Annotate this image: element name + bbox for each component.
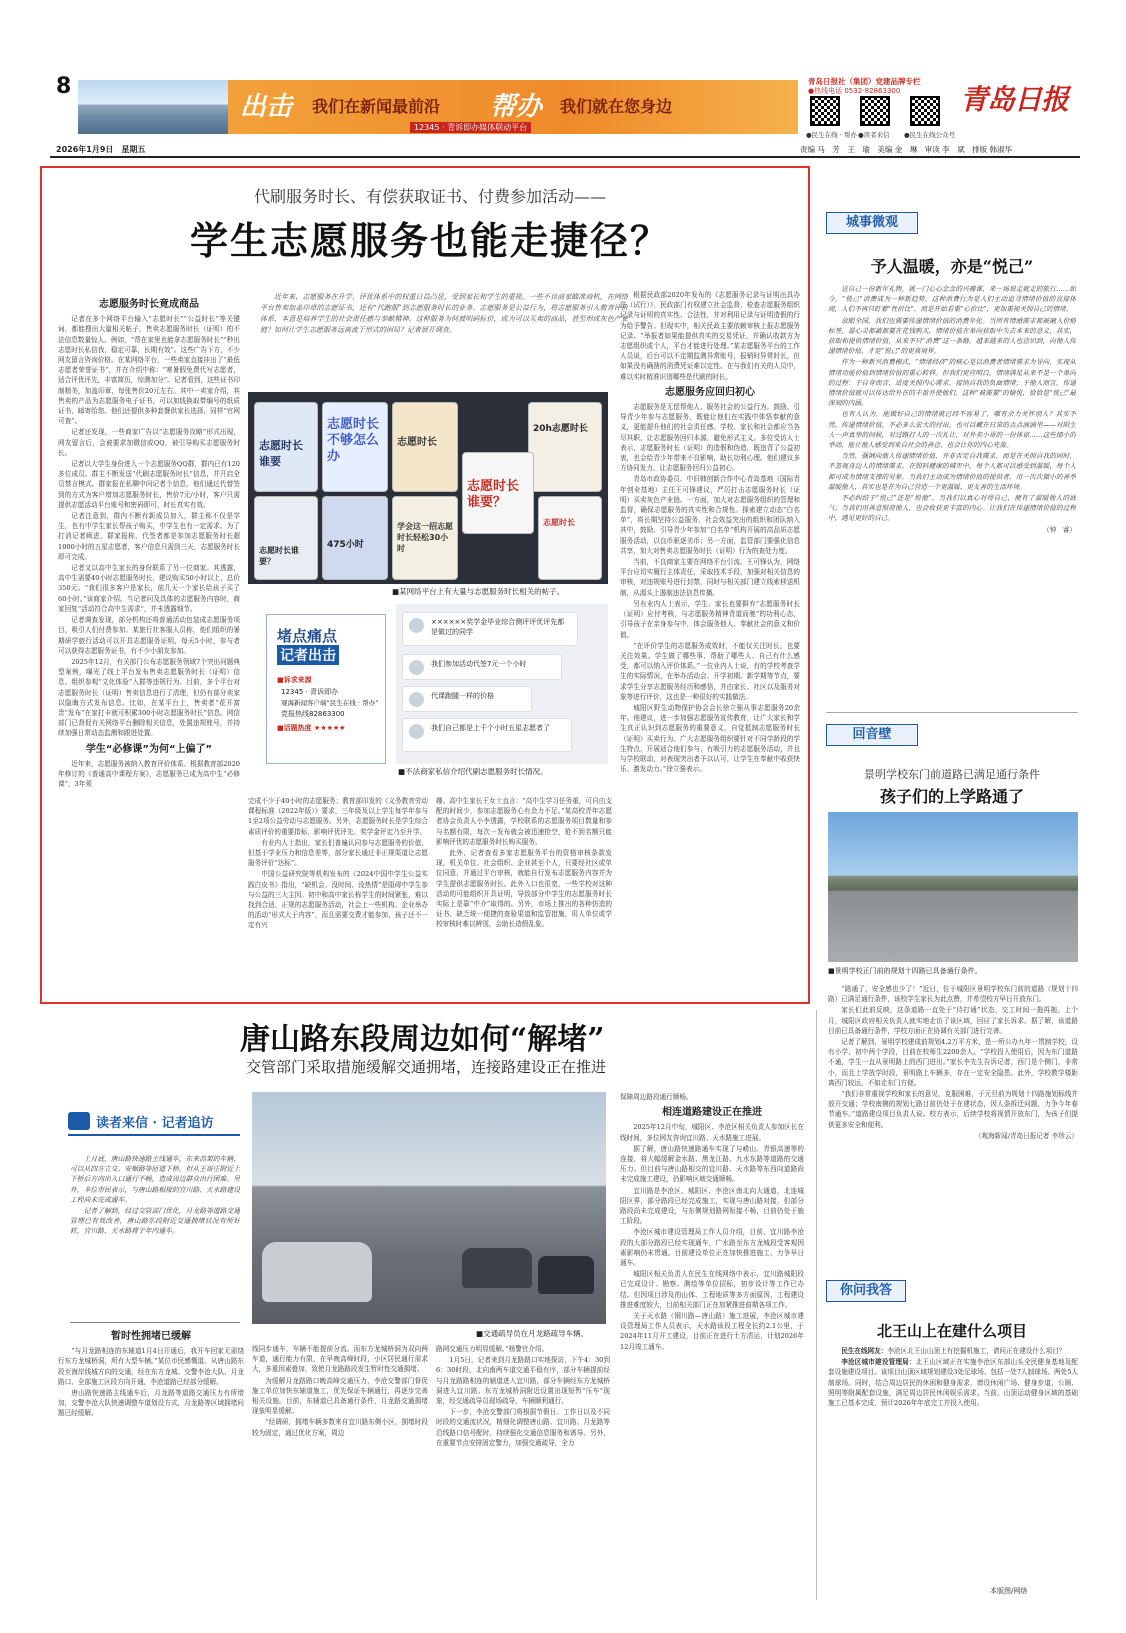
avatar	[409, 692, 424, 707]
lead-paragraph: 记者还发现，一些商家广告以“志愿服务攻略”形式出现，网友留言后，会被要求加微信或QQ，被引导购买志愿服务时长。	[58, 428, 240, 457]
lead-kicker: 代刷服务时长、有偿获取证书、付费参加活动——	[253, 187, 606, 206]
lead-column-5	[436, 796, 612, 996]
qr-code-1[interactable]	[810, 96, 840, 126]
masthead	[50, 74, 1080, 144]
chat-message: 我们自己都是上千个小时五星志愿者了	[402, 718, 572, 752]
lead-headline: 学生志愿服务也能走捷径？	[189, 218, 670, 263]
chat-message: 我们参加活动代签7元一个小时	[402, 654, 562, 680]
avatar	[409, 660, 424, 675]
sidebar-column1-tag	[826, 212, 918, 234]
city-skyline-image	[78, 80, 228, 134]
notebook-phone: 党报热线82863300	[281, 710, 345, 718]
notebook-source-label: ■诉求来源	[277, 676, 312, 684]
phone-screen-1	[254, 402, 318, 492]
lead-paragraph: 趣。高中生家长王女士直言：“高中生学习任务重，可自由支配的时间少，参加志愿服务心有余力不足。”某高校青年志愿者协会负责人小李透露，学校联系的志愿服务项目数量和参与名额有限，每次一发布就会被迅速抢空，抢不到名额只能影响评优的志愿服务时长购买服务。	[436, 797, 612, 846]
letter-paragraph: 记者了解到，经过交管部门优化，月龙路等道路交通管理已有效改善，唐山路东段附近交通拥堵状况有所好转，宜川路、天水路将于年内通车。	[70, 1207, 240, 1236]
brand-line: 青岛日报社（集团）党建品牌专栏	[808, 77, 921, 86]
qr-code-3[interactable]	[910, 96, 940, 126]
story2-paragraph: “经调研，拥堵车辆多数来自宜川路东侧小区，拥堵时段较为固定，通过优化方案，周边	[252, 1418, 428, 1437]
story2-column-2	[252, 1344, 428, 1596]
phone-screen-6	[254, 496, 318, 580]
column-paragraph: “路通了，安全感也少了！”近日，位于城阳区景明学校东门前的道路（规划十四路）已满足通行条件，该校学生家长为此点赞，并希望校方早日开放东门。	[828, 985, 1078, 1004]
story2-column-1	[58, 1326, 244, 1596]
column-paragraph: 放眼全国，我们也需要传递情绪价值的消费年化。当所有情感需求都被融入价格标签，温心灵都藉都要在花钱购买，情绪价值在单向获取中失去本来的意义，其实，获取和提供情绪价值，从来不只“消费”这一条路，越来越多的人也意识到，向他人传递情绪价值，才是“悦己”的更高境界。	[828, 316, 1076, 356]
lead-paragraph: 近年来，志愿服务被纳入教育评价体系。根据教育部2020年修订的《普通高中课程方案》，志愿服务已成为高中生“必修课”，3年须	[58, 759, 240, 789]
lead-paragraph: 根据民政部2020年发布的《志愿服务记录与证明出具办法（试行）》，民政部门有权建立社会监督，检查志愿服务组织记录与证明的真实性、合法性，并对利用记录与证明造假的行为给予警告。但现实中，相关民政主要依赖审核上报志愿服务记录。“举报者如果能提供真实的交易凭证，并确认收款方为志愿组织或个人，平台才能进行处理。”某志愿服务平台的工作人员说，后台可以不定期监测异常账号，报销时异常时长，但如果没有确凿的消费凭证难以定性。在与我们有关的人员中，难以实时精准识别哪些是代刷的时长。	[620, 291, 800, 381]
phone-screen-4	[528, 402, 602, 492]
phone-screen-text: 志愿时长不够怎么办	[327, 417, 380, 464]
road-photo-caption: ■景明学校正门前的规划十四路已具备通行条件。	[828, 967, 982, 975]
story2-subhead: 交管部门采取措施缓解交通拥堵，连接路建设正在推进	[246, 1058, 607, 1076]
editor-credits: 责编 马 芳 王 瑜 美编 金 琳 审读 李 斌 排版 韩淑华	[800, 145, 1013, 154]
masthead-rule	[50, 156, 1080, 158]
slogan-right-text: 我们就在您身边	[560, 97, 673, 116]
phone-screen-3	[392, 402, 458, 492]
phone-screen-text: 20h志愿时长	[533, 424, 588, 434]
sidebar-divider	[826, 712, 1078, 713]
notebook-source: 12345 · 青诉即办	[281, 688, 338, 696]
notebook-heat: ■话题热度 ★★★★★	[277, 724, 346, 732]
road-photo	[828, 812, 1078, 962]
phone-screen-7	[322, 496, 388, 580]
traffic-photo	[252, 1092, 606, 1324]
lead-paragraph: 记者注意到，群内不断有新成员加入，群主称不仅是学生，也有中学生家长帮孩子购买，中学生也有一定需求。为了打消记者顾虑，群家报称，代签者都是参加志愿服务时长超1000小时的五星志愿者，客户信息只需到三天，志愿服务时长即可完成。	[58, 512, 240, 561]
sidebar-column1-body	[828, 284, 1076, 704]
slogan-right-big: 帮办	[490, 92, 543, 122]
page-number: 8	[56, 74, 72, 99]
story2-section-title: 暂时性拥堵已缓解	[111, 1331, 191, 1342]
sidebar-column2-body	[828, 984, 1078, 1276]
story2-paragraph: 2025年12月中旬，城阳区、李沧区相关负责人参加区长在线时间，多位网友咨询宜川路、天水路施工进展。	[620, 1123, 804, 1142]
lead-intro: 近年来，志愿服务在升学、评优体系中的权重日益凸显，受到家长和学生的重视。一些不良商家瞄准商机，在网络平台售卖加盖印章的志愿证书，还有“代跑服”到志愿服务时长的业务。志愿服务是公益行为，将志愿服务引入教育评价体系，本意是培养学生的社会责任感与奉献精神。这种服务为何被明码标价，成为可以买卖的商品，甚至形成灰色产业链？如何让学生志愿服务远离流于形式的困局？记者展开调查。	[260, 293, 628, 334]
sidebar-column2-kicker: 景明学校东门前道路已满足通行条件	[864, 768, 1040, 781]
car-shape	[462, 1248, 532, 1288]
reader-letter-tag	[68, 1108, 240, 1136]
phone-screen-text: 志愿时长	[397, 437, 437, 448]
lead-paragraph: 记者又以高中生家长的身份联系了另一位商家。其透露，高中生需要40小时志愿服务时长，建议购买50小时以上，总价350元。“我们很多客户是家长，前几天一个家长给孩子买了60小时。”该商家介绍。当记者问及具体的志愿服务内容时，商家回复“活动符合高中生需求”，并未透露细节。	[58, 564, 240, 613]
lead-column-6	[620, 290, 800, 996]
sidebar-column2-tag	[826, 724, 918, 746]
lead-paragraph: 完成不少于40小时的志愿服务；教育部印发的《义务教育劳动课程标准（2022年版）》要求，三年级及以上学生每学年参与1至2项公益劳动与志愿服务。另外，志愿服务时长是学生综合素质评价的重要指标，影响评优评先、奖学金评定乃至升学。	[248, 797, 428, 836]
column-paragraph: “我们非常重视学校和家长的意见，克服困难，于元旦前为规划十四路施划标线并放开交通；学校南侧的规划七路目前仍处于在建状态，因人条拆迁问题，力争今年春节通车。”道路建设项目负责人说。校方表示，后续学校将视情开放东门，为孩子们提供更多安全和便利。	[828, 1090, 1078, 1129]
phone-screen-text: 475小时	[327, 540, 364, 550]
story2-paragraph: 1月5日，记者来到月龙路路口实地探访，下午4：30到6：30时段，北向南两车道交通平稳有序，部分车辆提前经与月龙路路相连的辅道进入宜川路，部分车辆经东方龙城桥洞进入宜川路。东方龙城桥洞附近设置出现短暂“压车”现象，经交通疏导员现场疏导，车辆顺利通行。	[436, 1356, 610, 1406]
avatar	[409, 618, 424, 633]
chat-message: 代课跑腿一样的价格	[402, 686, 532, 712]
phone-screen-text: 志愿时长谁要？	[467, 479, 520, 510]
lead-paragraph: 当前，不良商家主要在网络平台引流。王可锋认为，网络平台应切实履行主体责任，采取技术手段，加强对相关信息的审核，对违规账号进行封禁，同时与相关部门建立线索移送机制，从源头上遏制违法信息传播。	[620, 558, 800, 597]
phone-screen-text: 志愿时长	[543, 518, 575, 527]
slogan-left-big: 出击	[240, 92, 293, 122]
story2-paragraph: 关于天水路（铜川路—唐山路）施工进展，李沧区城市建设管理局工作人员表示，天水路该段工程全长约2.1公里，于2024年11月开工建设，目前正在进行土方清运，计划2026年12月竣工通车。	[620, 1312, 804, 1351]
mailbox-icon	[68, 1112, 90, 1130]
reader-letter-body	[70, 1154, 240, 1316]
lead-column-4	[248, 796, 428, 996]
phone-screen-text: 学会这一招志愿时长轻松30小时	[397, 522, 453, 553]
lead-paragraph: 记者以大学生身份进入一个志愿服务QQ群，群内已有120多位成员。群主不断发送“代刷志愿服务时长”信息，并开启全员禁言模式。群家报在私聊中问记者个信息，他们通过代替签到的方式为客户增加志愿服务时长，售价7元/小时，客户只需提供志愿活动平台账号和密码即可，时长真实有效。	[58, 460, 240, 509]
story2-paragraph: 保障周边路段通行顺畅。	[620, 1093, 693, 1101]
qr-label-2: ●读者来信	[858, 131, 890, 139]
letter-paragraph: 上月底，唐山路快速路主线通车，东来高架的车辆，可以从四方立交、安顺路等匝道下桥。但从王哥庄附近上下桥后方向出入口通行不畅，造成周边群众出行困难。另外，多位市民表示，与唐山路相接的宜川路、天水路建设工程尚未完成通车。	[70, 1155, 240, 1204]
lead-section2-title: 学生“必修课”为何“上偏了”	[85, 743, 213, 755]
sidebar-column2-title: 孩子们的上学路通了	[879, 787, 1024, 806]
lead-paragraph: 志愿服务是无偿帮他人、服务社会的公益行为。鼓励、引导青少年参与志愿服务，既能让他们在实践中体悟奉献的意义，更能提升他们的社会责任感。学校、家长和社会都应当各尽其职，让志愿服务回归本源，避免形式主义。多位受访人士表示，志愿服务时长（证明）的造假和伪造，既违背了公益初衷，也会给青少年带来不良影响，助长功利心理。他们建议多方协同发力，让志愿服务回归公益初心。	[620, 403, 800, 473]
lead-paragraph: 有业内人士指出，家长们普遍认同参与志愿服务的价值，但基于学业压力和信息差等，部分家长通过非正规渠道让志愿服务评价“达标”。	[248, 838, 428, 868]
photo1-caption: ■某网络平台上有大量与志愿服务时长相关的帖子。	[392, 587, 565, 596]
phone-collage-photo	[248, 392, 608, 584]
story2-column-3	[436, 1344, 610, 1596]
story2-paragraph: 唐山路快速路主线通车后，月龙路等道路交通压力有所增加，交警李沧大队快速调整车道划设方式，月龙路等区域拥堵问题已经缓解。	[58, 1389, 244, 1418]
column-paragraph: 记者了解到，景明学校建成前规划4.2万平方米，是一所公办九年一贯制学校，设有小学、初中两个学段，目前在校师生2200余人。“学校投入使用后，因为东门道路不通，学生一直从景明路上的西门进出。”家长李先生告诉记者，西门是个侧门，非常小，而且上学放学时段，景明路上车辆多，存在一定安全隐患。此外，学校教学楼距离西门较远，不如走东门方便。	[828, 1038, 1078, 1087]
lead-paragraph: 另有业内人士表示，学生、家长也要摒弃“志愿服务时长（证明）应付考核，与志愿服务精神背道而驰”的功利心态，引导孩子在亲身参与中，体会服务他人、奉献社会的意义和价值。	[620, 599, 800, 639]
column-paragraph: 送自己一份新年礼物，挑一门心心念念的兴趣课，来一场说走就走的旅行……如今，“悦己”消费成为一种新趋势，这种消费行为是人们主动追寻情绪价值的直接体现，人们不再只盯着“性价比”，而是开始看重“心价比”，更加重视关照自己的情绪。	[828, 285, 1076, 314]
story2-paragraph: “与月龙路相连的东辅道1月4日开通后，我开车回家无需绕行东方龙城桥洞，所有大型车辆。”某位市民感慨道。从唐山路东段至海岸线城方向的交通，经在东方龙城、交警李沧大队、月龙路口、全部施工区段方向开通，李沧道路已经部分缓解。	[58, 1347, 244, 1386]
qa-question: 民生在线网友：李沧区北王山山顶上有挖掘机施工，请问正在建设什么项目？	[841, 1347, 1066, 1355]
sidebar-column3-body	[828, 1346, 1078, 1606]
story2-section2-title: 相连道路建设正在推进	[662, 1107, 762, 1119]
notebook-card	[266, 614, 386, 764]
lead-paragraph: 城阳区野生动物保护协会会长徐立强从事志愿服务20余年。他建议，进一步加强志愿服务宣传教育，让广大家长和学生真正认识到志愿服务的重要意义，自觉抵制志愿服务时长（证明）买卖行为。广大志愿服务组织要针对不同学龄段的学生特点，开展适合他们参与、有吸引力的志愿服务活动，并且与学校联动，对表现突出者予以认可，让学生在奉献中收获快乐、激发动力。”徐立强表示。	[620, 703, 800, 774]
phone-screen-8	[392, 496, 458, 580]
column-byline: （钟 睿）	[1043, 525, 1076, 534]
story2-column-4	[620, 1092, 804, 1596]
issue-date: 2026年1月9日 星期五	[56, 145, 146, 154]
column-tag-text: 城事微观	[845, 215, 898, 230]
phone-screen-2	[322, 402, 388, 492]
column-byline: （观海新闻/青岛日报记者 李珍云）	[974, 1131, 1078, 1140]
phone-screen-5	[462, 452, 534, 534]
lead-section1-title: 志愿服务时长竟成商品	[99, 299, 199, 310]
column-rule	[816, 1010, 817, 1600]
lead-paragraph: 记者在多个网络平台输入“志愿时长”“公益时长”等关键词，都能搜出大量相关帖子，售卖志愿服务时长（证明）的不法信息数量惊人。例如，“帮在家里也能拿志愿服务时长”“秒出志愿时长私信我，稳定可靠，长期有效”。这些广告下方，不少网友留言咨询价格。在某网络平台，一些卖家直接挂出了“最低志愿者荣誉证书”，并在介绍中称：“寒暑假免费代写志愿者，适合评优评先，丰富简历，综测加分”。记者看到，这些证书印制精美，加盖印章，每张售价20元左右。其中一卖家介绍，其售卖的产品为志愿服务电子证书，可以加钱换取带编号的纸质证书，邮寄给您。他们还提供多种套餐供家长选择，同样“官网可查”。	[58, 315, 240, 426]
traffic-photo-caption: ■交通疏导员在月龙路疏导车辆。	[476, 1329, 589, 1338]
paper-logo: 青岛日报	[960, 83, 1069, 116]
story2-paragraph: 城阳区相关负责人在民生在线网络中表示，宜川路城阳段已完成设计、勘察、测绘等单位招标，初步设计等工作已办结。但因项目涉及的山体、工程地质等多方面原因，工程建设推进难度较大，目前相关部门正在加紧推进前期各项工作。	[620, 1270, 804, 1309]
lead-column-1	[58, 294, 240, 994]
story2-paragraph: 据了解，唐山路快速路通车实现了与崂山、青银高速等的连接，将大幅缓解金水路、黑龙江路、九水东路等道路的交通压力。但目前与唐山路相交的宜川路、天水路等东西向道路尚未完成施工建设，仍影响区域交通顺畅。	[620, 1144, 804, 1184]
lead-paragraph: 此外，记者查看多家志愿服务平台的资格审核条款发现，机关单位、社会组织、企业甚至个人，只要经社区或单位同意，并通过平台审核，就能自行发布志愿服务内容并为学生提供志愿服务时长。此外入口也很宽，一些学校对这种活动的可能组织开具证明，导致部分中学生的志愿服务时长实际上是靠“中介”取得的。另外，市场上推出的各种仿造的证书、缺乏统一便捷的查验渠道和监管措施，用人单位或学校审核时难以辨别，会助长造假乱象。	[436, 849, 612, 929]
qr-label-3: ●民生在线公众号	[904, 131, 956, 139]
qr-code-2[interactable]	[860, 96, 890, 126]
column-paragraph: 作为一种新兴消费模式，“情绪经济”的核心是以消费者情绪需求为导向，实现从情绪功能价值到情绪价值的重心转移。但我们更应明白，情绪满足从来不是一个单向的过程：于自身而言，适度关照内心需求，接纳自我的负面情绪；于他人而言，传递情绪价值就可以传达给外在的丰盈并使他们，这种“被需要”的愉悦，恰恰是“悦己”最深刻的内涵。	[828, 358, 1076, 408]
lead-paragraph: 2025年12月，有关部门公布志愿服务领域7个突出问题典型案例，曝光了线上平台发布售卖志愿服务时长（证明）信息、组织参观“文化体验”入群等违规行为。目前，多个平台对志愿服务时长（证明）售卖信息进行了清理，但仍有部分卖家以隐晦方式发布信息。比如，在某平台上，售卖者“花开富贵”发布“在家打卡就可积累300小时志愿服务时长”信息。网信部门已督促有关网络平台删除相关信息，处置违规账号，并持续加强日常动态监测和跟进处置。	[58, 657, 240, 738]
story2-paragraph: 路网交通压力明显缓解。”杨警官介绍。	[436, 1345, 549, 1353]
sidebar-column3-tag	[826, 1280, 906, 1302]
column-paragraph: 也有人认为，能做好自己的情绪就已经不容易了，哪有余力关怀别人？其实不然，传递情绪价值，不必多么宏大的付出，也可以藏在日常的点点滴滴里——对陌生人一声真挚的问候，对过路打人的一次礼让，对外卖小哥的一份体谅……这些细小的举动，能让他人感受到来自社会的善意，也会让你的内心充盈。	[828, 410, 1076, 450]
lead-paragraph: 中国公益研究院等机构发布的《2024中国中学生公益实践白皮书》指出，“缺机会、没时间、没热情”是阻碍中学生参与公益的三大主因。初中和高中家长称学生的时间紧张，难以找到合适、正规的志愿服务活动，社会上一些机构、企业举办的活动“形式大于内容”，而且需要交费才能参加，孩子还不一定有兴	[248, 870, 428, 930]
column-tag-text: 你问我答	[839, 1283, 892, 1298]
photo2-caption: ■不法商家私信介绍代刷志愿服务时长情况。	[398, 767, 548, 776]
qa-answer: 李沧区城市建设管理局：北王山区域正在实施李沧区东部山头全民健身基地及配套设施建设项目。该项目山顶区域规划建设3处足球场、包括一处7人制球场、两处5人制球场。同时，结合周边居民的休闲和健身需求，增设休闲广场、健身步道、公厕、照明等附属配套设施，满足周边居民休闲娱乐需求。当前，山顶运动健身区域的基础施工已基本完成，预计2026年年底完工并投入使用。	[828, 1358, 1078, 1408]
column-tag-text: 回音壁	[852, 727, 892, 742]
avatar	[409, 724, 424, 739]
story2-headline: 唐山路东段周边如何“解堵”	[240, 1022, 605, 1057]
column-paragraph: 家长们此前反映，这条道路一直处于“待打通”状态，交工时间一拖再拖。上个月，城阳区政府相关负责人就实地走访了该区域，回应了家长诉求。据了解，该道路目前已具备通行条件，学校方面正在协调有关部门进行完善。	[828, 1006, 1078, 1035]
lead-paragraph: “在评价学生的志愿服务成效时，不能仅关注时长，也要关注效果。学生做了哪些事、帮助了哪些人、自己有什么感受，都可以纳入评价体系。”一位业内人士说，有的学校考查学生的实际情况，在举办活动会、开学初期、新学期等节点，要求学生分享志愿服务经历和感悟，并由家长、社区以及服务对象等进行评价，这也是一种很好的实践做法。	[620, 641, 800, 701]
story2-paragraph: 李沧区城市建设管理局工作人员介绍，目前，宜川路李沧段的大部分路段已经实现通车，广水路至东方龙城段受客观因素影响仍未贯通。目前建设单位正在加快推进施工，力争早日通车。	[620, 1228, 804, 1268]
reader-letter-tag-text: 读者来信 · 记者追访	[96, 1116, 214, 1131]
chat-message: ××××××奖学金毕业综合测评评优评先都是做过的同学	[402, 612, 578, 646]
sidebar-column3-title: 北王山上在建什么项目	[876, 1322, 1027, 1340]
lead-paragraph: 青岛市政协委员、中旧韩创新合作中心青岛基地（国际青年创业基地）主任王可锋建议，严厉打击志愿服务时长（证明）买卖灰色产业链。一方面，加大对志愿服务组织的管理和监督，确保志愿服务的真实性和合规性。探索建立动态“白名单”，将长期坚持公益服务、社会效益突出的组织和团队纳入其中，鼓励、引导青少年参加“白名单”机构开展的高品质志愿服务活动，以良币驱逐劣币；另一方面，监管部门要强化信息共享，加大对售卖志愿服务时长（证明）行为的查处力度。	[620, 475, 800, 555]
notebook-title: 堵点痛点	[277, 627, 338, 645]
story2-paragraph: 宜川路是李沧区、城阳区、李沧区南北向大通道，北连城阳区界，部分路段已经完成施工，实现与唐山路对接，但部分路段尚未完成建设，与东侧规划路网衔接不畅，目前仍处于施工阶段。	[620, 1186, 804, 1226]
sidebar-column1-title: 予人温暖，亦是“悦己”	[870, 257, 1034, 276]
story2-paragraph: 下一步，李沧交警部门将根据节假日、工作日以及不同时段的交通流状况，精细化调整唐山路、宜川路、月龙路等沿线路口信号配时，持续强化交通信息服务和诱导。另外，在重要节点安排固定警力，加强交通疏导，全力	[436, 1408, 610, 1447]
notebook-subtitle: 记者出击	[277, 645, 339, 665]
brand-phone: ●热线电话 0532-82863300	[808, 87, 901, 95]
column-paragraph: 当然，强调向他人传递情绪价值，并非否定自我需求，而是在关照自我的同时，不忽视身边人的情绪需求。在照料健康的城市中，每个人都可以感受到温暖，每个人都可成为情绪支撑的对象。当我们主动成为情绪价值的提供者，用一次次微小的善举温暖他人，其实也是在为自己营造一个更温暖、更友善的生活环境。	[828, 452, 1076, 491]
phone-screen-text: 志愿时长谁要	[259, 439, 303, 468]
story2-paragraph: 为缓解月龙路路口晚高峰交通压力，李沧交警部门督促施工单位加快东辅道施工，优先保证车辆通行，再逐步完善相关设施。目前，东辅道已具备通行条件，月龙路交通拥堵现象明显缓解。	[252, 1376, 428, 1416]
letter-divider	[70, 1322, 240, 1323]
car-shape	[262, 1242, 372, 1302]
car-shape	[538, 1256, 594, 1294]
bottom-credit: 本版图/网络	[990, 1587, 1028, 1595]
lead-paragraph: 记者调查发现，部分机构还将普通活动包装成志愿服务项目，吸引人们付费参加。某旅行社客服人员称，他们组织的暑期研学旅行活动可以开具志愿服务证明，每天5小时，参与者可以获得志愿服务证书，有不少小朋友参加。	[58, 616, 240, 655]
lead-section3-title: 志愿服务应回归初心	[665, 386, 755, 398]
qr-label-1: ●民生在线 · 帮办	[806, 131, 857, 139]
hotline-badge: 12345 · 青诉即办媒体联动平台	[410, 122, 531, 133]
notebook-source2: 观海新闻客户端“民生在线 · 帮办”	[281, 699, 379, 707]
column-paragraph: 不必纠结于“悦己”还是“悦他”，当我们以真心对待自己，便有了温暖他人的底气；当我们用善意照亮他人，也会收获更丰富的内心。让我们在传递情绪价值的过程中，遇见更好的自己。	[828, 494, 1076, 523]
phone-screen-9	[538, 496, 602, 580]
story2-paragraph: 线同步通车，车辆不能提前分流。而东方龙城桥洞为双向两车道，通行能力有限，在早晚高峰时段，小区居民通行需求大，多重因素叠加，致使月龙路路段发生暂时性交通拥堵。	[252, 1345, 428, 1374]
phone-screen-text: 志愿时长谁要？	[259, 546, 299, 566]
slogan-left-text: 我们在新闻最前沿	[312, 97, 441, 116]
